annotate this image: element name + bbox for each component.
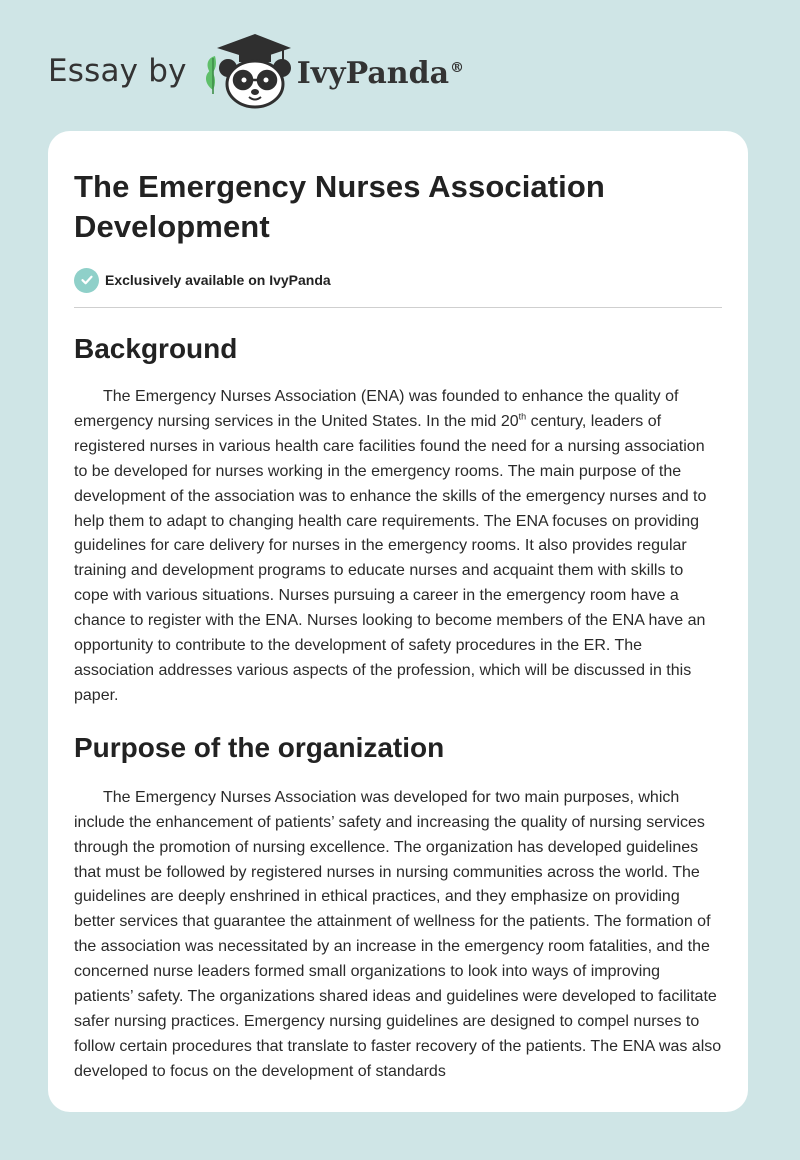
section-heading-purpose: Purpose of the organization xyxy=(74,731,445,763)
essay-card xyxy=(48,131,748,1112)
essay-title: The Emergency Nurses Association Development xyxy=(74,169,605,244)
panda-graduate-icon[interactable] xyxy=(201,30,293,110)
title-divider xyxy=(74,307,722,308)
section-heading-background: Background xyxy=(74,333,238,364)
exclusive-label: Exclusively available on IvyPanda xyxy=(105,272,331,288)
site-header xyxy=(48,30,464,110)
ivypanda-wordmark[interactable] xyxy=(297,56,464,91)
exclusive-badge xyxy=(74,267,722,293)
registered-mark: ® xyxy=(450,59,465,76)
essay-by-label: Essay by xyxy=(48,53,187,89)
section-paragraph-background xyxy=(74,385,722,709)
paragraph-text-part-2: century, leaders of registered nurses in various health care facilities found the need for a nursing association to be developed for nurses working in the emergency rooms. The main purpose of the development of the association was to enhance the skills of the emergency nurses and to help them to adapt to changing health care requirements. The ENA focuses on providing guidelines for care delivery for nurses in the emergency rooms. It also provides regular training and development programs to educate nurses and acquaint them with skills to cope with various situations. Nurses pursuing a career in the emergency room have a chance to register with the ENA. Nurses looking to become members of the ENA have an opportunity to contribute to the development of safety procedures in the ER. The association addresses various aspects of the profession, which will be discussed in this paper. xyxy=(74,412,707,704)
superscript-th: th xyxy=(518,411,527,422)
section-paragraph-purpose: The Emergency Nurses Association was developed for two main purposes, which include the enhancement of patients’ safety and increasing the quality of nursing services through the promotion of nursing excellence. The organization has developed guidelines that must be followed by registered nurses in nursing communities across the world. The guidelines are deeply enshrined in ethical practices, and they emphasize on providing better services that guarantee the attainment of wellness for the patients. The formation of the association was necessitated by an increase in the emergency room fatalities, and the concerned nurse leaders formed small organizations to look into ways of improving patients’ safety. The organizations shared ideas and guidelines were developed to facilitate safer nursing practices. Emergency nursing guidelines are designed to compel nurses to follow certain procedures that translate to faster recovery of the patients. The ENA was also developed to focus on the development of standards xyxy=(74,788,722,1080)
paragraph-text-part-1: The Emergency Nurses Association (ENA) was founded to enhance the quality of emergency nursing services in the United States. In the mid 20 xyxy=(74,388,679,430)
check-icon xyxy=(74,268,99,293)
brand-name: IvyPanda xyxy=(296,55,450,91)
